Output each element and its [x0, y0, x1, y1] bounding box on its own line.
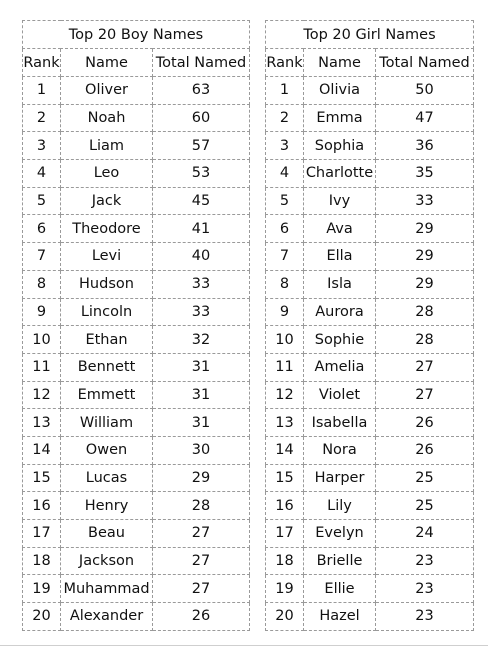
total-cell: 35 — [376, 160, 474, 188]
rank-cell: 7 — [23, 243, 61, 271]
rank-cell: 13 — [266, 409, 304, 437]
total-cell: 23 — [376, 575, 474, 603]
table-row — [23, 409, 250, 437]
total-cell: 25 — [376, 492, 474, 520]
rank-cell: 14 — [266, 436, 304, 464]
rank-cell: 16 — [266, 492, 304, 520]
name-cell: Sophie — [304, 326, 376, 354]
name-cell: Noah — [61, 104, 153, 132]
boy-total-header: Total Named — [153, 49, 250, 77]
name-cell: Bennett — [61, 353, 153, 381]
rank-cell: 14 — [23, 436, 61, 464]
table-row — [23, 298, 250, 326]
name-cell: Brielle — [304, 547, 376, 575]
total-cell: 31 — [153, 409, 250, 437]
name-cell: Henry — [61, 492, 153, 520]
total-cell: 60 — [153, 104, 250, 132]
total-cell: 31 — [153, 353, 250, 381]
total-cell: 30 — [153, 436, 250, 464]
total-cell: 41 — [153, 215, 250, 243]
name-cell: Liam — [61, 132, 153, 160]
name-cell: Nora — [304, 436, 376, 464]
rank-cell: 6 — [266, 215, 304, 243]
total-cell: 26 — [153, 603, 250, 631]
rank-cell: 18 — [23, 547, 61, 575]
name-cell: Sophia — [304, 132, 376, 160]
name-cell: Lucas — [61, 464, 153, 492]
name-cell: Isla — [304, 270, 376, 298]
total-cell: 24 — [376, 520, 474, 548]
rank-cell: 11 — [266, 353, 304, 381]
rank-cell: 16 — [23, 492, 61, 520]
name-cell: Ivy — [304, 187, 376, 215]
table-row — [23, 436, 250, 464]
rank-cell: 3 — [266, 132, 304, 160]
table-row — [23, 326, 250, 354]
table-row — [266, 547, 474, 575]
table-row — [266, 464, 474, 492]
rank-cell: 8 — [23, 270, 61, 298]
rank-cell: 15 — [23, 464, 61, 492]
table-row — [266, 326, 474, 354]
name-cell: Harper — [304, 464, 376, 492]
boy-names-body — [23, 77, 250, 631]
table-row — [23, 492, 250, 520]
rank-cell: 17 — [23, 520, 61, 548]
table-row — [266, 436, 474, 464]
boy-rank-header: Rank — [23, 49, 61, 77]
table-row — [23, 603, 250, 631]
rank-cell: 6 — [23, 215, 61, 243]
table-row — [23, 381, 250, 409]
name-cell: Beau — [61, 520, 153, 548]
girl-name-header: Name — [304, 49, 376, 77]
table-row — [266, 575, 474, 603]
rank-cell: 9 — [23, 298, 61, 326]
table-row — [23, 187, 250, 215]
total-cell: 33 — [376, 187, 474, 215]
name-cell: Amelia — [304, 353, 376, 381]
rank-cell: 11 — [23, 353, 61, 381]
total-cell: 29 — [376, 270, 474, 298]
table-row — [23, 215, 250, 243]
rank-cell: 1 — [23, 77, 61, 105]
total-cell: 27 — [153, 547, 250, 575]
rank-cell: 9 — [266, 298, 304, 326]
name-cell: Evelyn — [304, 520, 376, 548]
rank-cell: 1 — [266, 77, 304, 105]
rank-cell: 3 — [23, 132, 61, 160]
name-cell: Owen — [61, 436, 153, 464]
total-cell: 53 — [153, 160, 250, 188]
name-cell: Emmett — [61, 381, 153, 409]
total-cell: 28 — [153, 492, 250, 520]
tables-container — [22, 20, 474, 631]
rank-cell: 18 — [266, 547, 304, 575]
name-cell: William — [61, 409, 153, 437]
table-row — [23, 464, 250, 492]
table-row — [266, 381, 474, 409]
page-divider — [0, 645, 488, 646]
rank-cell: 17 — [266, 520, 304, 548]
name-cell: Hazel — [304, 603, 376, 631]
name-cell: Muhammad — [61, 575, 153, 603]
rank-cell: 20 — [23, 603, 61, 631]
table-row — [23, 575, 250, 603]
table-row — [23, 104, 250, 132]
total-cell: 57 — [153, 132, 250, 160]
table-row — [266, 353, 474, 381]
total-cell: 40 — [153, 243, 250, 271]
rank-cell: 19 — [23, 575, 61, 603]
table-row — [266, 298, 474, 326]
rank-cell: 12 — [23, 381, 61, 409]
total-cell: 29 — [153, 464, 250, 492]
name-cell: Olivia — [304, 77, 376, 105]
girl-names-title: Top 20 Girl Names — [266, 21, 474, 49]
name-cell: Alexander — [61, 603, 153, 631]
table-row — [23, 132, 250, 160]
rank-cell: 7 — [266, 243, 304, 271]
total-cell: 29 — [376, 215, 474, 243]
total-cell: 32 — [153, 326, 250, 354]
table-row — [266, 104, 474, 132]
total-cell: 23 — [376, 603, 474, 631]
table-row — [23, 520, 250, 548]
name-cell: Charlotte — [304, 160, 376, 188]
name-cell: Oliver — [61, 77, 153, 105]
total-cell: 26 — [376, 409, 474, 437]
rank-cell: 15 — [266, 464, 304, 492]
table-row — [266, 215, 474, 243]
table-gap — [250, 20, 265, 631]
total-cell: 29 — [376, 243, 474, 271]
name-cell: Ellie — [304, 575, 376, 603]
rank-cell: 20 — [266, 603, 304, 631]
name-cell: Emma — [304, 104, 376, 132]
boy-name-header: Name — [61, 49, 153, 77]
rank-cell: 4 — [23, 160, 61, 188]
total-cell: 45 — [153, 187, 250, 215]
name-cell: Lincoln — [61, 298, 153, 326]
rank-cell: 2 — [266, 104, 304, 132]
name-cell: Ethan — [61, 326, 153, 354]
name-cell: Violet — [304, 381, 376, 409]
table-row — [23, 77, 250, 105]
table-row — [266, 160, 474, 188]
total-cell: 47 — [376, 104, 474, 132]
total-cell: 28 — [376, 326, 474, 354]
name-cell: Theodore — [61, 215, 153, 243]
boy-names-title: Top 20 Boy Names — [23, 21, 250, 49]
rank-cell: 5 — [266, 187, 304, 215]
total-cell: 31 — [153, 381, 250, 409]
total-cell: 50 — [376, 77, 474, 105]
total-cell: 33 — [153, 270, 250, 298]
name-cell: Ava — [304, 215, 376, 243]
girl-names-body — [266, 77, 474, 631]
name-cell: Isabella — [304, 409, 376, 437]
total-cell: 33 — [153, 298, 250, 326]
table-row — [266, 243, 474, 271]
rank-cell: 19 — [266, 575, 304, 603]
girl-names-table — [265, 20, 474, 631]
rank-cell: 10 — [23, 326, 61, 354]
table-row — [23, 353, 250, 381]
total-cell: 63 — [153, 77, 250, 105]
table-row — [266, 77, 474, 105]
name-cell: Leo — [61, 160, 153, 188]
total-cell: 36 — [376, 132, 474, 160]
total-cell: 27 — [153, 520, 250, 548]
name-cell: Levi — [61, 243, 153, 271]
table-row — [23, 243, 250, 271]
total-cell: 27 — [376, 381, 474, 409]
table-row — [23, 160, 250, 188]
rank-cell: 5 — [23, 187, 61, 215]
total-cell: 25 — [376, 464, 474, 492]
table-row — [266, 603, 474, 631]
boy-names-table — [22, 20, 250, 631]
total-cell: 27 — [153, 575, 250, 603]
table-row — [266, 270, 474, 298]
total-cell: 28 — [376, 298, 474, 326]
total-cell: 23 — [376, 547, 474, 575]
total-cell: 26 — [376, 436, 474, 464]
table-row — [23, 270, 250, 298]
girl-total-header: Total Named — [376, 49, 474, 77]
name-cell: Ella — [304, 243, 376, 271]
name-cell: Hudson — [61, 270, 153, 298]
table-row — [266, 520, 474, 548]
rank-cell: 4 — [266, 160, 304, 188]
rank-cell: 13 — [23, 409, 61, 437]
name-cell: Lily — [304, 492, 376, 520]
table-row — [266, 492, 474, 520]
name-cell: Jack — [61, 187, 153, 215]
girl-rank-header: Rank — [266, 49, 304, 77]
rank-cell: 10 — [266, 326, 304, 354]
total-cell: 27 — [376, 353, 474, 381]
table-row — [266, 132, 474, 160]
table-row — [266, 187, 474, 215]
name-cell: Aurora — [304, 298, 376, 326]
table-row — [266, 409, 474, 437]
rank-cell: 2 — [23, 104, 61, 132]
table-row — [23, 547, 250, 575]
rank-cell: 8 — [266, 270, 304, 298]
name-cell: Jackson — [61, 547, 153, 575]
rank-cell: 12 — [266, 381, 304, 409]
